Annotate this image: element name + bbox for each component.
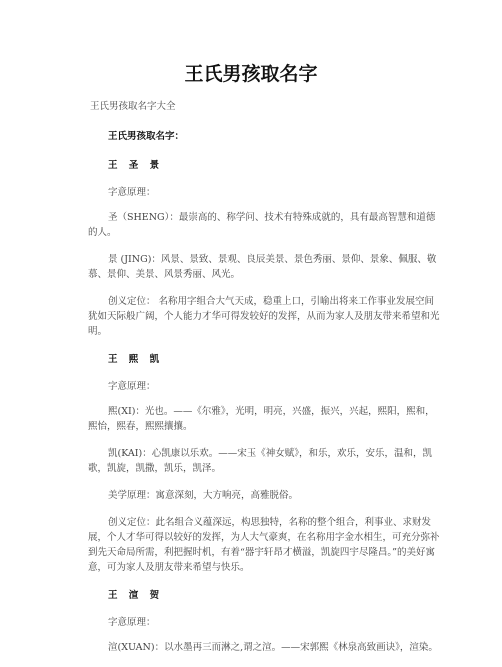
entry-name: 王 熙 凯 (108, 354, 164, 365)
page-title: 王氏男孩取名字 (184, 63, 318, 85)
section-heading: 王氏男孩取名字： (108, 131, 185, 142)
entry-name: 王 圣 景 (108, 160, 164, 171)
entry-name: 王 渲 贺 (108, 590, 164, 601)
entry-paragraph: 创义定位：此名组合义蕴深远，构思独特，名称的整个组合，利事业、求财发展，个人才华可得以较好的发挥，为人大气豪爽，在名称用字金水相生，可充分弥补到先天命局所需，利把握时机，有着“器宇轩昂才横溢，凯旋四宇尽隆昌。”的美好寓意，可为家人及朋友带来希望与快乐。 (88, 517, 440, 573)
name-entry (88, 157, 440, 339)
name-entry (88, 587, 440, 655)
entry-paragraph: 创义定位： 名称用字组合大气天成，稳重上口，引喻出将来工作事业发展空间犹如天际般广阔，个人能力才华可得发较好的发挥，从而为家人及朋友带来希望和光明。 (88, 296, 440, 337)
entry-paragraph: 凯(KAI)：心凯康以乐欢。——宋玉《神女赋》，和乐，欢乐，安乐，温和，凯歌，凯旋，凯撒，凯乐，凯泽。 (88, 448, 432, 474)
entry-label: 字意原理： (108, 617, 156, 628)
document-subtitle: 王氏男孩取名字大全 (90, 101, 176, 112)
entry-label: 字意原理： (108, 381, 156, 392)
entry-paragraph: 景 (JING)：风景、景致、景观、良辰美景、景色秀丽、景仰、景象、佩服、敬慕、景仰、美景、风景秀丽、风光。 (88, 254, 437, 280)
document-body (88, 98, 440, 667)
entry-paragraph: 熙(XI)：光也。——《尔雅》，光明，明亮，兴盛，振兴，兴起，熙阳，熙和，熙怡，熙春，熙熙攘攘。 (88, 406, 435, 432)
entry-paragraph: 美学原理：寓意深刻，大方响亮，高雅脱俗。 (108, 490, 299, 501)
entry-label: 字意原理： (108, 187, 156, 198)
entry-paragraph: 渲(XUAN)：以水墨再三而淋之,谓之渲。——宋郭熙《林泉高致画诀》，渲染。 (108, 642, 438, 653)
entry-paragraph: 圣（SHENG）：最崇高的、称学问、技术有特殊成就的，具有最高智慧和道德的人。 (88, 212, 436, 238)
name-entry (88, 351, 440, 575)
